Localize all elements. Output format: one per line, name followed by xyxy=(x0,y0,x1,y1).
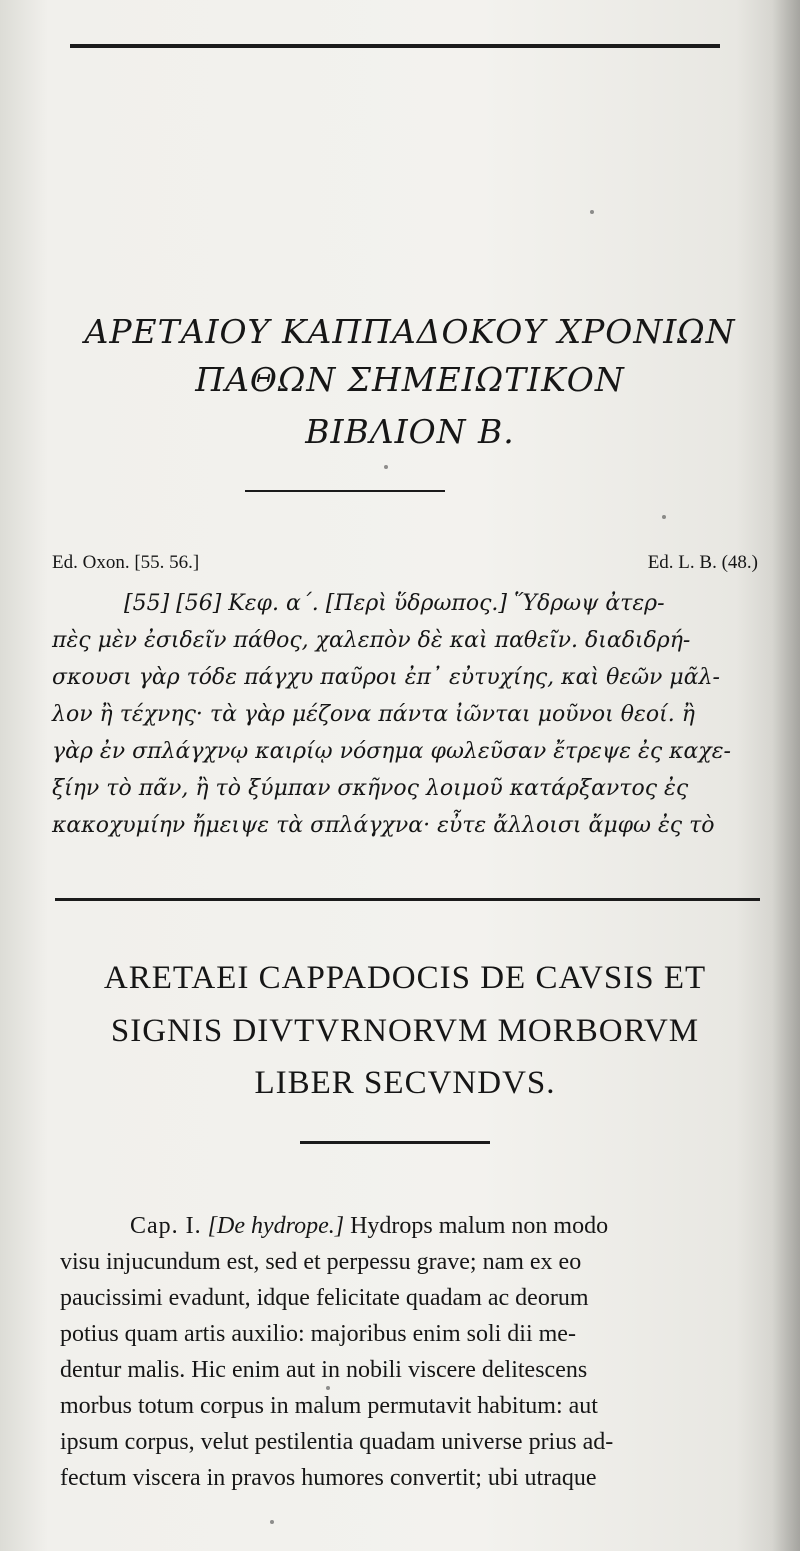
edition-ref-left: Ed. Oxon. [55. 56.] xyxy=(52,552,200,573)
greek-title-line-2: ΠΑΘΩΝ ΣΗΜΕΙΩΤΙΚΟΝ xyxy=(195,360,625,399)
latin-title-rule xyxy=(300,1141,490,1144)
top-rule xyxy=(70,44,720,48)
edition-ref-right: Ed. L. B. (48.) xyxy=(647,552,758,573)
first-line-text: Hydrops malum non modo xyxy=(350,1213,609,1239)
greek-title-rule xyxy=(245,490,445,492)
latin-text xyxy=(60,1208,765,1496)
greek-line: κακοχυμίην ἤμειψε τὰ σπλάγχνα· εὖτε ἄλλοισι ἄμφω ἐς τὸ xyxy=(52,813,715,838)
greek-text xyxy=(52,585,772,844)
latin-title-line-1: ARETAEI CAPPADOCIS DE CAVSIS ET xyxy=(103,960,707,996)
greek-line: πὲς μὲν ἐσιδεῖν πάθος, χαλεπὸν δὲ καὶ παθεῖν. διαδιδρή- xyxy=(52,628,691,653)
greek-line: σκουσι γὰρ τόδε πάγχυ παῦροι ἐπ᾿ εὐτυχίης, καὶ θεῶν μᾶλ- xyxy=(52,665,720,690)
paper-speck xyxy=(590,210,594,214)
paper-speck xyxy=(384,465,388,469)
latin-line: dentur malis. Hic enim aut in nobili viscere delitescens xyxy=(60,1357,588,1383)
latin-line: visu injucundum est, sed et perpessu grave; nam ex eo xyxy=(60,1249,582,1275)
page-edge-shadow xyxy=(772,0,800,1551)
latin-line: fectum viscera in pravos humores convertit; ubi utraque xyxy=(60,1465,597,1491)
paper-speck xyxy=(662,515,666,519)
greek-line: λον ἢ τέχνης· τὰ γὰρ μέζονα πάντα ἰῶνται μοῦνοι θεοί. ἢ xyxy=(52,702,695,727)
greek-line: ξίην τὸ πᾶν, ἢ τὸ ξύμπαν σκῆνος λοιμοῦ κατάρξαντος ἐς xyxy=(52,776,689,801)
greek-line: γὰρ ἐν σπλάγχνῳ καιρίῳ νόσημα φωλεῦσαν ἔτρεψε ἐς καχε- xyxy=(52,739,731,764)
greek-line: [55] [56] Κεφ. α΄. [Περὶ ὕδρωπος.] Ὕδρωψ ἀτερ- xyxy=(124,591,665,616)
section-divider-rule xyxy=(55,898,760,901)
latin-first-line xyxy=(60,1208,765,1244)
chapter-topic: [De hydrope.] xyxy=(207,1213,345,1239)
greek-title-line-3: ΒΙΒΛΙΟΝ Β. xyxy=(305,412,515,451)
latin-line: ipsum corpus, velut pestilentia quadam universe prius ad- xyxy=(60,1429,614,1455)
paper-speck xyxy=(270,1520,274,1524)
paper-speck xyxy=(326,1386,330,1390)
latin-title-line-3: LIBER SECVNDVS. xyxy=(254,1065,556,1101)
latin-line: morbus totum corpus in malum permutavit habitum: aut xyxy=(60,1393,598,1419)
latin-line: potius quam artis auxilio: majoribus enim soli dii me- xyxy=(60,1321,576,1347)
greek-title-line-1: ΑΡΕΤΑΙΟΥ ΚΑΠΠΑΔΟΚΟΥ ΧΡΟΝΙΩΝ xyxy=(84,312,736,351)
chapter-label: Cap. I. xyxy=(130,1213,202,1239)
latin-line: paucissimi evadunt, idque felicitate quadam ac deorum xyxy=(60,1285,589,1311)
latin-title-line-2: SIGNIS DIVTVRNORVM MORBORVM xyxy=(110,1013,700,1049)
